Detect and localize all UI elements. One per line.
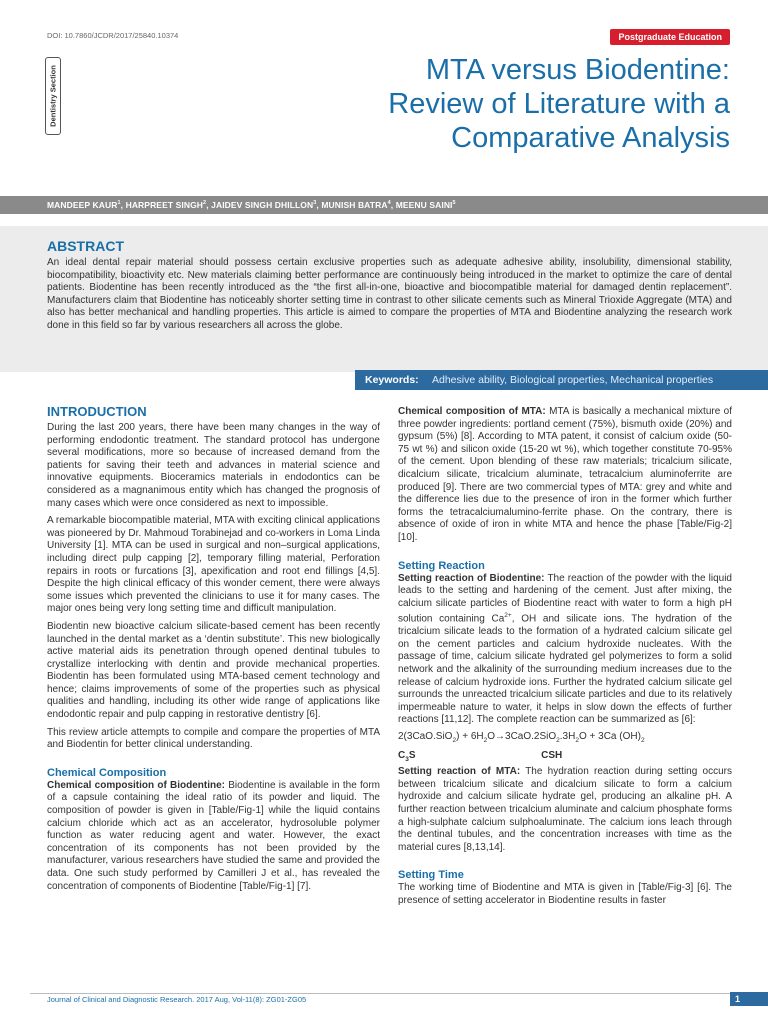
- setting-time-heading: Setting Time: [398, 869, 464, 882]
- biodentine-setting-text-a: The reaction of the powder with the liquid leads to the setting and hardening of the cement. Just after mixing, the calcium silicate particles of Biodentine react with water to form a high pH solution containing Ca: [398, 572, 732, 625]
- keywords-bar: [355, 370, 768, 390]
- article-title: MTA versus Biodentine: Review of Literature with a Comparative Analysis: [388, 54, 730, 154]
- reaction-equation: $2(3CaO.SiO_2) + 6H_2O\to 3CaO.2SiO_2.3H_2O + 3Ca$ $(OH)_2$: [398, 730, 645, 744]
- section-tag-badge: Postgraduate Education: [610, 29, 730, 45]
- c3s-label: $C_3S$: [398, 749, 416, 763]
- csh-label: CSH: [541, 749, 563, 761]
- abstract-heading: ABSTRACT: [47, 238, 124, 254]
- author-affil: 2: [203, 200, 207, 207]
- intro-paragraph-2: A remarkable biocompatible material, MTA with exciting clinical applications was pioneered by Dr. Mahmoud Torabinejad and co-workers in Loma Linda University [1]. MTA can be used in surgical and non–surgical applications, including direct pulp capping [2], temporary filling material, Perforation repairs in roots or furcations [3], apexification and root end fillings [4,5]. Despite the high clinical efficacy of this wonder cement, there were always some issues which prevented the clinicians to use it for many cases. The major ones being very long setting time and difficult manipulation.: [47, 515, 380, 615]
- calcium-ion-charge: 2+: [504, 612, 512, 620]
- intro-paragraph-4: This review article attempts to compile and compare the properties of MTA and Biodentin for better clinical understanding.: [47, 726, 380, 751]
- abstract-box: [0, 226, 768, 372]
- mta-composition-paragraph: [398, 406, 732, 545]
- keywords-text: Adhesive ability, Biological properties, Mechanical properties: [432, 374, 714, 386]
- intro-paragraph-1: During the last 200 years, there have been many changes in the way of performing endodontic treatment. The standard protocol has undergone several modifications, more so because of increased demand from the patients for saving their teeth and advances in material science and innovative equipments. Bioceramics materials in endodontics can be considered as a magnanimous entity which has changed the prognosis of many cases which were once considered as next to impossible.: [47, 422, 380, 509]
- vertical-tab-label: Dentistry Section: [48, 65, 58, 127]
- page-number: 1: [730, 992, 768, 1006]
- author-affil: 1: [117, 200, 121, 207]
- footer-divider: [30, 993, 738, 994]
- mta-composition-text: MTA is basically a mechanical mixture of three powder ingredients: portland cement (75%), bismuth oxide (20%) and gypsum (5%) [8]. According to MTA patent, it consist of calcium oxide (50-75 wt %) and silicon oxide (15-20 wt %), which together constitute 70-95% of the cement. Upon blending of these raw materials; tricalcium silicate, dicalcium silicate, tricalcium aluminate, tetracalcium aluminoferrite are produced [9]. There are two commercial types of MTA: grey and white and the difference lies due to the presence of iron in the former which further forms the tetracalciumalumino-ferrite phase. On the contrary, there is absence of oxide of iron in white MTA and hence the phase [Table/Fig-2] [10].: [398, 406, 732, 543]
- author-name: MUNISH BATRA: [321, 200, 388, 210]
- journal-citation: Journal of Clinical and Diagnostic Research. 2017 Aug, Vol-11(8): ZG01-ZG05: [47, 995, 307, 1004]
- mta-setting-text: The hydration reaction during setting occurs between tricalcium silicate and dicalcium silicate to form a calcium hydroxide and calcium silicate hydrate gel, producing an alkaline pH. A further reaction between tricalcium aluminate and calcium phosphate forms a high-sulphate calcium sulphoaluminate. The calcium ions leach through the dentinal tubules, and the concentration increases with time as the material cures [8,13,14].: [398, 766, 732, 853]
- introduction-heading: INTRODUCTION: [47, 404, 147, 419]
- mta-setting-lead: Setting reaction of MTA:: [398, 766, 521, 778]
- author-name: HARPREET SINGH: [125, 200, 204, 210]
- author-affil: 5: [452, 200, 456, 207]
- author-list: MANDEEP KAUR$^1$, HARPREET SINGH$^2$, JAIDEV SINGH DHILLON$^3$, MUNISH BATRA$^4$, MEENU SAINI$^5$: [47, 200, 456, 210]
- abstract-text: An ideal dental repair material should possess certain exclusive properties such as adequate adhesive ability, insolubility, dimensional stability, biocompatibility, bioactivity etc. New materials claiming better performance are continuously being introduced in the market to optimize the care of dental patients. Biodentine has been recently introduced as the “the first all-in-one, bioactive and biocompatible material for damaged dentin replacement”. Manufacturers claim that Biodentine has noticeably shorter setting time in contrast to other silicate cements such as Mineral Trioxide Aggregate (MTA) and also has better mechanical and handling properties. This article is aimed to compare the properties of MTA and Biodentine analyzing the research work done in this field so far by various researchers all across the globe.: [47, 257, 732, 331]
- mta-setting-paragraph: [398, 766, 732, 854]
- author-affil: 3: [313, 200, 317, 207]
- author-name: MANDEEP KAUR: [47, 200, 118, 210]
- right-column: [398, 406, 732, 908]
- biodentine-composition-lead: Chemical composition of Biodentine:: [47, 779, 226, 791]
- biodentine-composition-text: Biodentine is available in the form of a capsule containing the ideal ratio of its powder and liquid. The composition of powder is given in [Table/Fig-1] while the liquid contains calcium chloride which act as an accelerator, hydrosoluble polymer function as water reducing agent and water. However, the exact concentration of its components has not been provided by the manufacturer, various researchers have studied the same and provided the data. One such study performed by Camilleri J et al., has revealed the concentration of components of Biodentine [Table/Fig-1] [7].: [47, 779, 381, 892]
- setting-time-paragraph: The working time of Biodentine and MTA is given in [Table/Fig-3] [6]. The presence of setting accelerator in Biodentine results in faster: [398, 882, 732, 906]
- authors-bar: [0, 196, 768, 214]
- setting-reaction-heading: Setting Reaction: [398, 559, 485, 572]
- biodentine-setting-text-b: , OH and silicate ions. The hydration of the tricalcium silicate leads to the formation of a hydrated calcium silicate gel on the cement particles and calcium hydroxide nucleates. With the passage of time, calcium silicate hydrated gel polymerizes to form a solid network and the alkalinity of the surrounding medium increases due to the release of calcium hydroxide ions. Further the hydrated calcium silicate gel surrounds the unreacted tricalcium silicate particles and due to its relatively impermeable nature to water, it helps in slow down the effects of further reactions [11,12]. The complete reaction can be summarized as [6]:: [398, 613, 732, 726]
- mta-composition-lead: Chemical composition of MTA:: [398, 406, 546, 417]
- chemical-composition-heading: Chemical Composition: [47, 766, 167, 779]
- doi-text: DOI: 10.7860/JCDR/2017/25840.10374: [47, 31, 179, 40]
- biodentine-setting-lead: Setting reaction of Biodentine:: [398, 572, 545, 584]
- keywords-label: Keywords:: [365, 374, 419, 386]
- intro-paragraph-3: Biodentin new bioactive calcium silicate-based cement has been recently launched in the dental market as a ‘dentin substitute’. This new biologically active material aids its penetration through opened dentinal tubules to crystallize interlocking with dentin and provide mechanical properties. Biodentin has been formulated using MTA-based cement technology and hence; claims improvements of some of the properties such as physical qualities and handling, including its other wide range of applications like endodontic repair and pulp capping in restorative dentistry [6].: [47, 620, 380, 721]
- equation-labels: [398, 750, 732, 767]
- left-column: [47, 404, 380, 893]
- author-affil: 4: [387, 200, 391, 207]
- biodentine-setting-paragraph: [398, 573, 732, 727]
- author-name: JAIDEV SINGH DHILLON: [211, 200, 314, 210]
- author-name: MEENU SAINI: [395, 200, 453, 210]
- dentistry-section-tab: [45, 57, 61, 135]
- biodentine-composition-paragraph: [47, 780, 380, 893]
